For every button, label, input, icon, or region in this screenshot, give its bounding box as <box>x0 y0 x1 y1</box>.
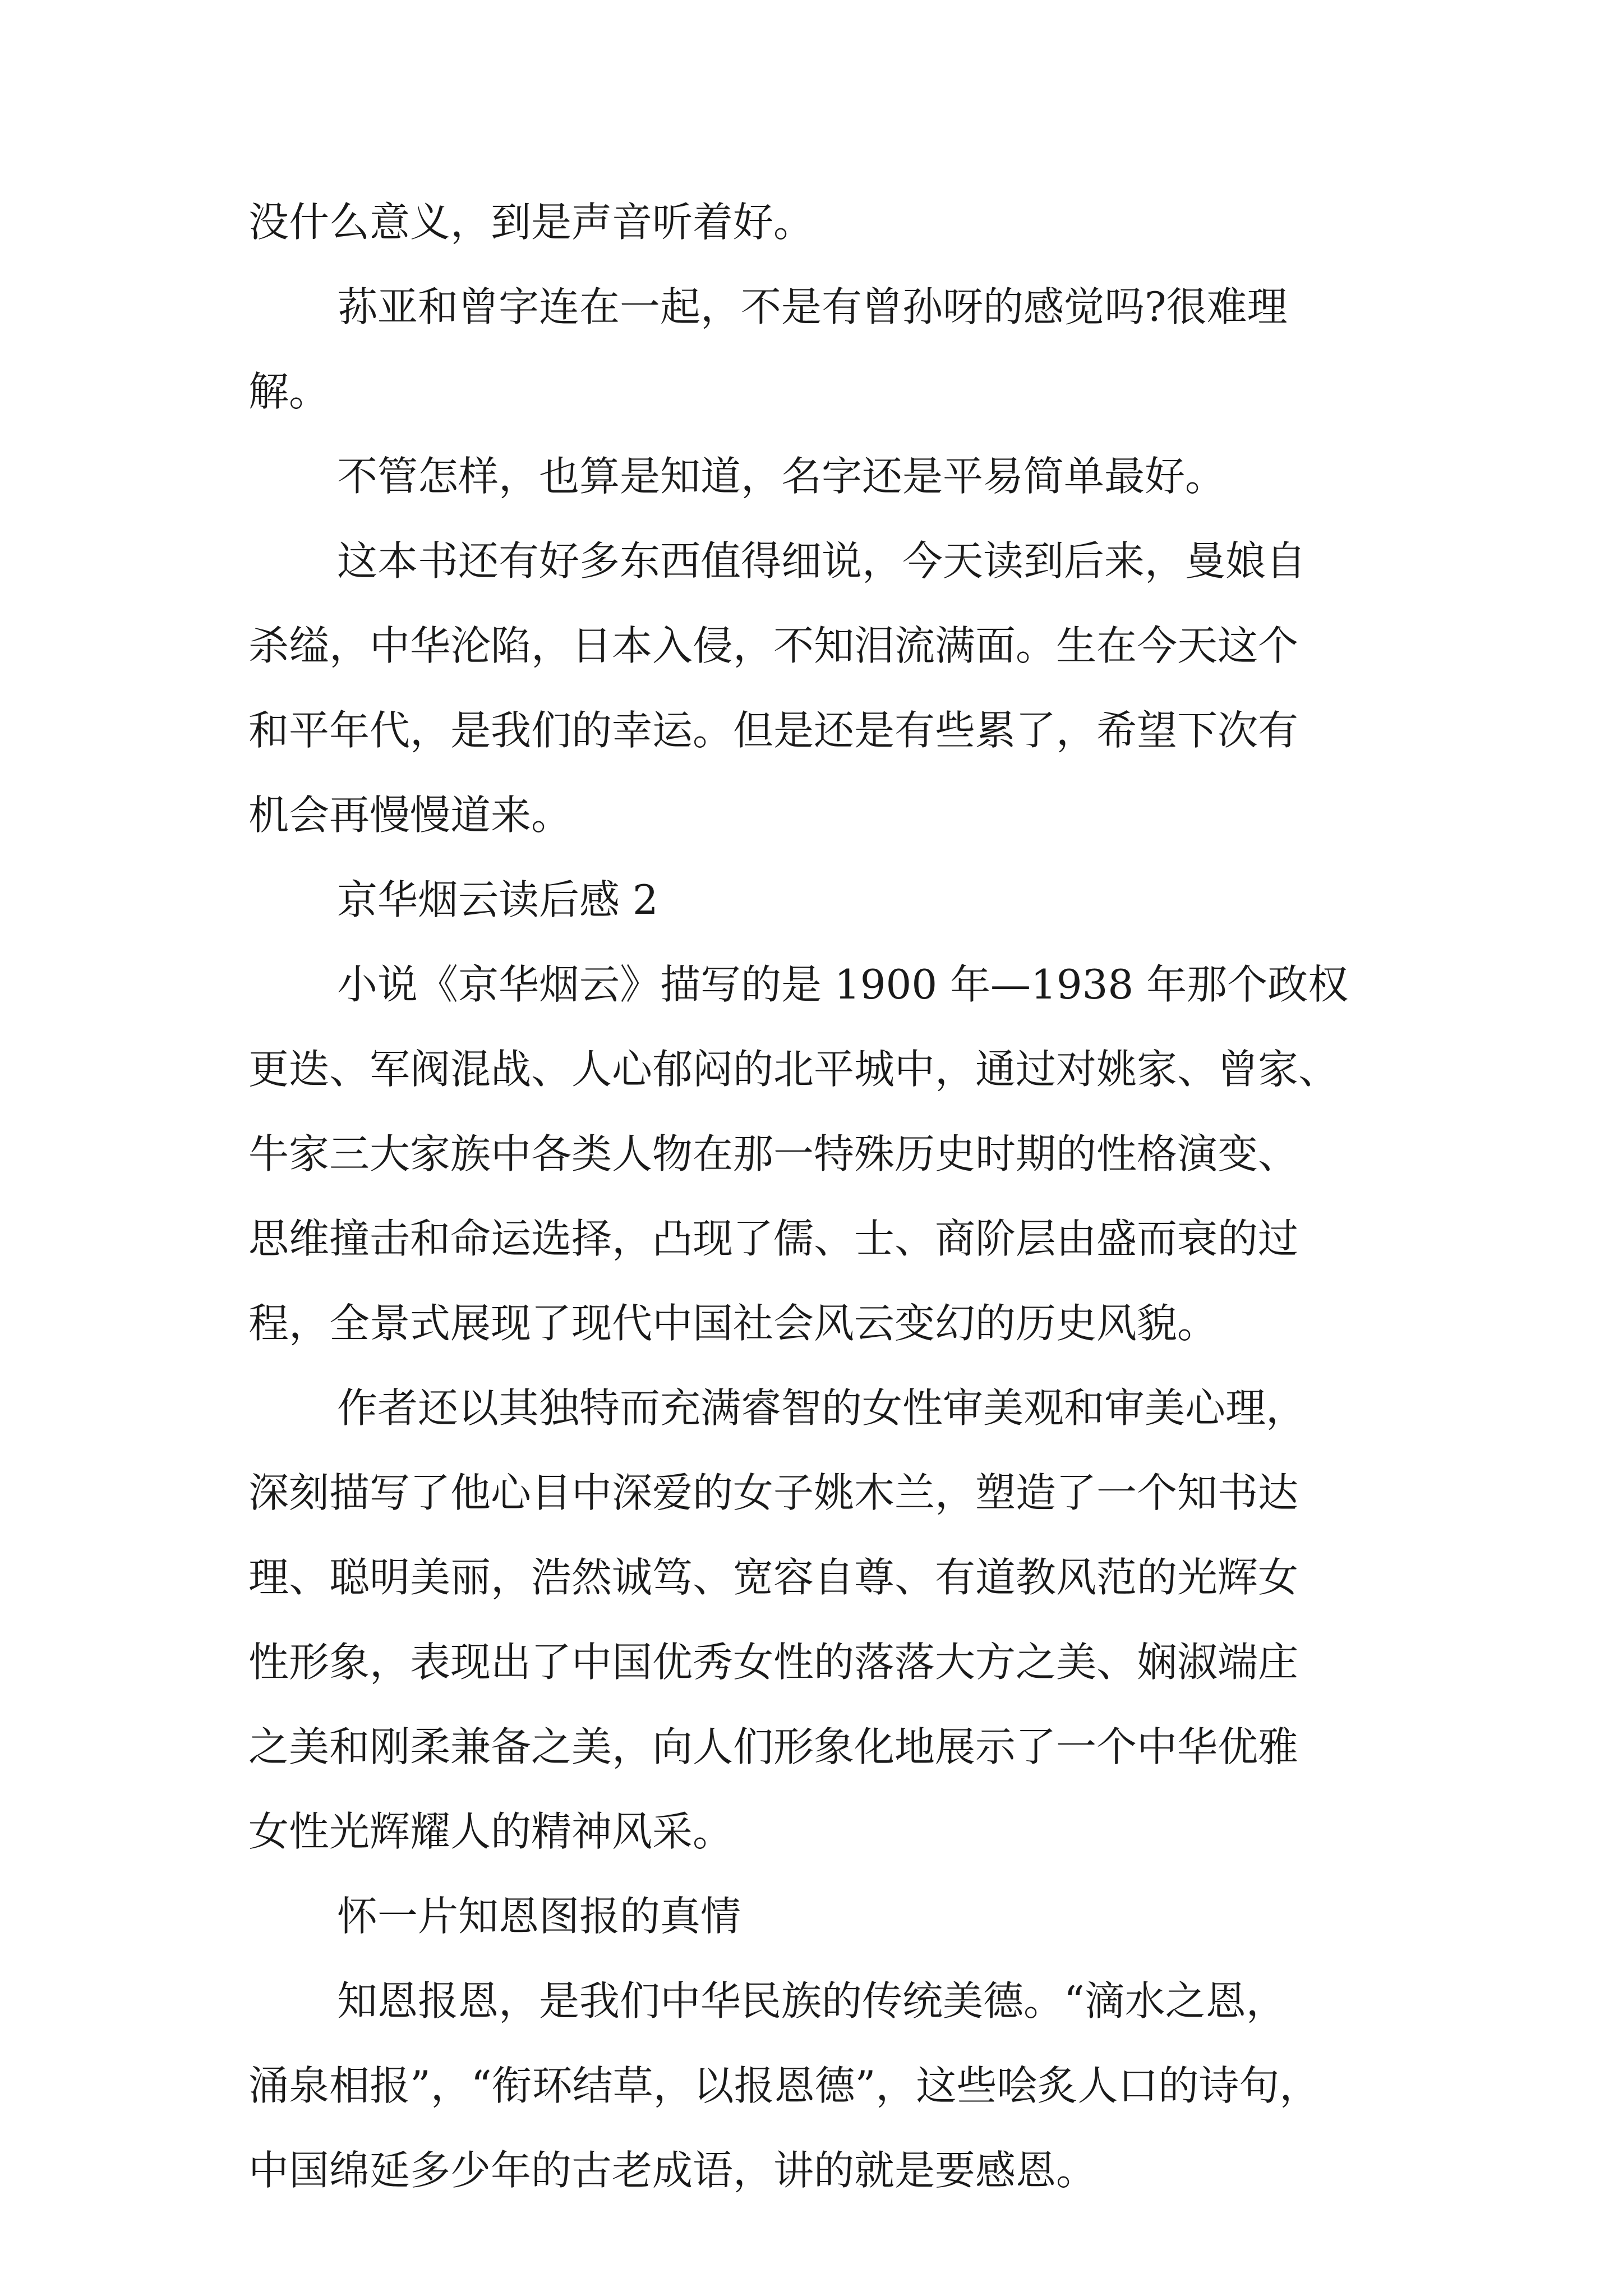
section-heading: 京华烟云读后感 2 <box>337 876 658 923</box>
text-line: 中国绵延多少年的古老成语，讲的就是要感恩。 <box>248 2147 1097 2194</box>
section-heading: 怀一片知恩图报的真情 <box>337 1893 741 1940</box>
text-line: 理、聪明美丽，浩然诚笃、宽容自尊、有道教风范的光辉女 <box>248 1554 1299 1601</box>
text-line: 解。 <box>248 368 330 415</box>
text-line: 性形象，表现出了中国优秀女性的落落大方之美、娴淑端庄 <box>248 1639 1299 1686</box>
text-line: 和平年代，是我们的幸运。但是还是有些累了，希望下次有 <box>248 707 1299 754</box>
text-line: 机会再慢慢道来。 <box>248 792 572 839</box>
text-line: 涌泉相报”，“衔环结草，以报恩德”，这些哙炙人口的诗句， <box>248 2062 1320 2109</box>
text-line: 不管怎样，也算是知道，名字还是平易简单最好。 <box>337 453 1226 500</box>
text-line: 作者还以其独特而充满睿智的女性审美观和审美心理， <box>337 1384 1307 1432</box>
document-body <box>248 199 1387 2235</box>
text-line: 杀缢，中华沦陷，日本入侵，不知泪流满面。生在今天这个 <box>248 622 1299 669</box>
text-line: 之美和刚柔兼备之美，向人们形象化地展示了一个中华优雅 <box>248 1723 1299 1770</box>
text-line: 更迭、军阀混战、人心郁闷的北平城中，通过对姚家、曾家、 <box>248 1046 1339 1093</box>
text-line: 程，全景式展现了现代中国社会风云变幻的历史风貌。 <box>248 1300 1218 1347</box>
text-line: 知恩报恩，是我们中华民族的传统美德。“滴水之恩， <box>337 1977 1287 2024</box>
text-line: 荪亚和曾字连在一起，不是有曾孙呀的感觉吗?很难理 <box>337 283 1288 330</box>
text-line: 牛家三大家族中各类人物在那一特殊历史时期的性格演变、 <box>248 1130 1299 1177</box>
text-line: 深刻描写了他心目中深爱的女子姚木兰，塑造了一个知书达 <box>248 1469 1299 1516</box>
text-line: 女性光辉耀人的精神风采。 <box>248 1808 734 1855</box>
text-line: 没什么意义，到是声音听着好。 <box>248 199 814 246</box>
text-line: 思维撞击和命运选择，凸现了儒、士、商阶层由盛而衰的过 <box>248 1215 1299 1262</box>
text-line: 小说《京华烟云》描写的是 1900 年—1938 年那个政权 <box>337 961 1349 1008</box>
text-line: 这本书还有好多东西值得细说，今天读到后来，曼娘自 <box>337 537 1307 585</box>
